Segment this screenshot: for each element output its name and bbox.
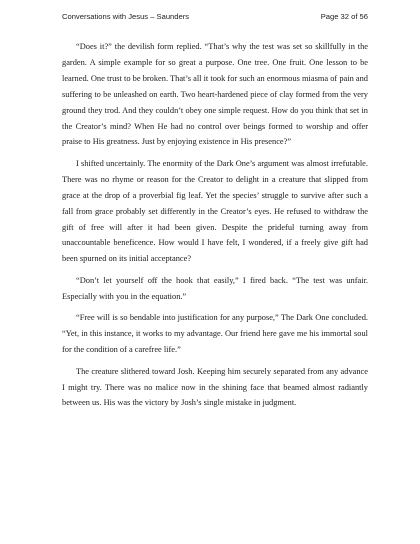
paragraph: I shifted uncertainly. The enormity of the Dark One’s argument was almost irrefutable. There was no rhyme or reason for the Creator to delight in a creature that slipped from grace at the drop of a proverbial fig leaf. Yet the species’ struggle to survive after such a fall from grace probably set differently in the Creator’s eyes. He refused to withdraw the gift of free will after it had been given. Despite the prideful turning away from unaccountable beneficence. How would I have felt, I wondered, if a freely give gift had been spurned on its initial acceptance? (62, 158, 368, 264)
paragraph: “Free will is so bendable into justification for any purpose,” The Dark One concluded. “Yet, in this instance, it works to my advantage. Our friend here gave me his immortal soul for the condition of a carefree life.” (62, 313, 368, 355)
page-number: Page 32 of 56 (320, 12, 368, 21)
body-text (62, 39, 368, 417)
page-header (62, 12, 368, 21)
paragraph: “Don’t let yourself off the hook that easily,” I fired back. “The test was unfair. Especially with you in the equation.” (62, 275, 368, 301)
paragraph: The creature slithered toward Josh. Keeping him securely separated from any advance I might try. There was no malice now in the shining face that beamed almost radiantly between us. His was the victory by Josh’s single mistake in judgment. (62, 366, 368, 408)
paragraph: “Does it?” the devilish form replied. “That’s why the test was set so skillfully in the garden. A simple example for so great a purpose. One tree. One fruit. One lesson to be learned. One trust to be broken. That’s all it took for such an enormous miasma of pain and suffering to be unleashed on earth. Two heart-hardened piece of clay formed from the very ground they trod. And they couldn’t obey one simple request. How do you think that set in the Creator’s mind? When He had no control over beings formed to worship and offer praise to His greatness. Just by enjoying existence in His presence?” (62, 42, 368, 147)
header-title: Conversations with Jesus – Saunders (62, 12, 190, 21)
